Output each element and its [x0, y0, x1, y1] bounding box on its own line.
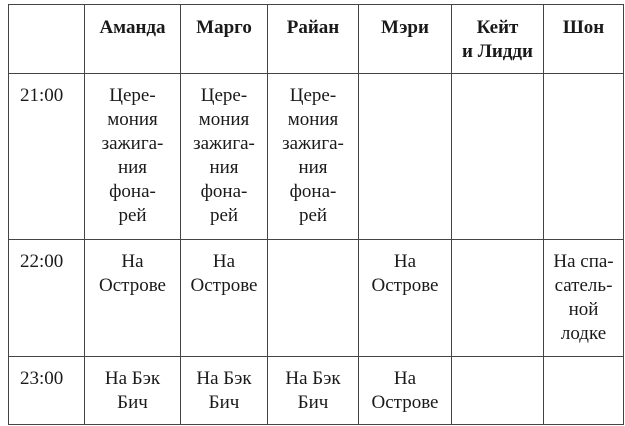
cell-text-line: На [212, 251, 236, 272]
cell-text-line: фона- [289, 181, 337, 202]
cell-text-line: Острове [371, 275, 439, 296]
schedule-cell [268, 74, 359, 240]
schedule-cell [268, 357, 359, 425]
cell-text-line: рей [298, 205, 328, 226]
cell-text-line: Бич [208, 392, 240, 413]
cell-text-line: На [393, 251, 417, 272]
cell-text-line: ной [568, 299, 599, 320]
cell-text-line: мония [287, 109, 339, 130]
table-row [9, 240, 624, 357]
table-row [9, 357, 624, 425]
schedule-cell [85, 357, 181, 425]
cell-text-line: зажига- [193, 133, 255, 154]
cell-text-line: Кейт [476, 17, 519, 38]
cell-text-line: лодке [560, 323, 607, 344]
time-cell: 21:00 [9, 74, 85, 240]
cell-text-line: сатель- [554, 275, 613, 296]
cell-text-line: зажига- [101, 133, 164, 154]
schedule-cell [452, 240, 544, 357]
time-cell: 22:00 [9, 240, 85, 357]
header-corner-cell [9, 5, 85, 74]
schedule-cell [544, 357, 624, 425]
header-ryan: Райан [268, 5, 359, 74]
cell-text-line: На спа- [553, 251, 614, 272]
schedule-cell [85, 240, 181, 357]
schedule-cell [268, 240, 359, 357]
cell-text-line: мония [107, 109, 158, 130]
header-kate-and-liddy [452, 5, 544, 74]
header-row [9, 5, 624, 74]
cell-text-line: ния [298, 157, 328, 178]
header-amanda: Аманда [85, 5, 181, 74]
table-row [9, 74, 624, 240]
schedule-cell [181, 74, 268, 240]
cell-text-line: Острове [371, 392, 439, 413]
header-sean: Шон [544, 5, 624, 74]
schedule-cell [359, 74, 452, 240]
cell-text-line: фона- [109, 181, 156, 202]
schedule-table [8, 4, 624, 425]
cell-text-line: На [393, 368, 417, 389]
cell-text-line: Бич [297, 392, 329, 413]
schedule-cell [544, 240, 624, 357]
cell-text-line: зажига- [282, 133, 344, 154]
time-cell: 23:00 [9, 357, 85, 425]
cell-text-line: На Бэк [285, 368, 341, 389]
header-mary: Мэри [359, 5, 452, 74]
cell-text-line: Цере- [200, 85, 248, 106]
cell-text-line: Цере- [289, 85, 337, 106]
schedule-cell [181, 240, 268, 357]
cell-text-line: и Лидди [462, 41, 533, 62]
schedule-cell [452, 74, 544, 240]
cell-text-line: На [121, 251, 144, 272]
cell-text-line: Острове [190, 275, 258, 296]
cell-text-line: рей [209, 205, 239, 226]
schedule-cell [544, 74, 624, 240]
cell-text-line: Бич [117, 392, 148, 413]
cell-text-line: ния [117, 157, 148, 178]
schedule-cell [359, 357, 452, 425]
schedule-cell [181, 357, 268, 425]
cell-text-line: На Бэк [196, 368, 252, 389]
cell-text-line: рей [118, 205, 147, 226]
header-margo: Марго [181, 5, 268, 74]
cell-text-line: На Бэк [104, 368, 161, 389]
schedule-cell [452, 357, 544, 425]
schedule-cell [85, 74, 181, 240]
cell-text-line: мония [198, 109, 250, 130]
cell-text-line: фона- [200, 181, 248, 202]
cell-text-line: ния [209, 157, 239, 178]
cell-text-line: Острове [99, 275, 166, 296]
schedule-cell [359, 240, 452, 357]
cell-text-line: Цере- [109, 85, 156, 106]
